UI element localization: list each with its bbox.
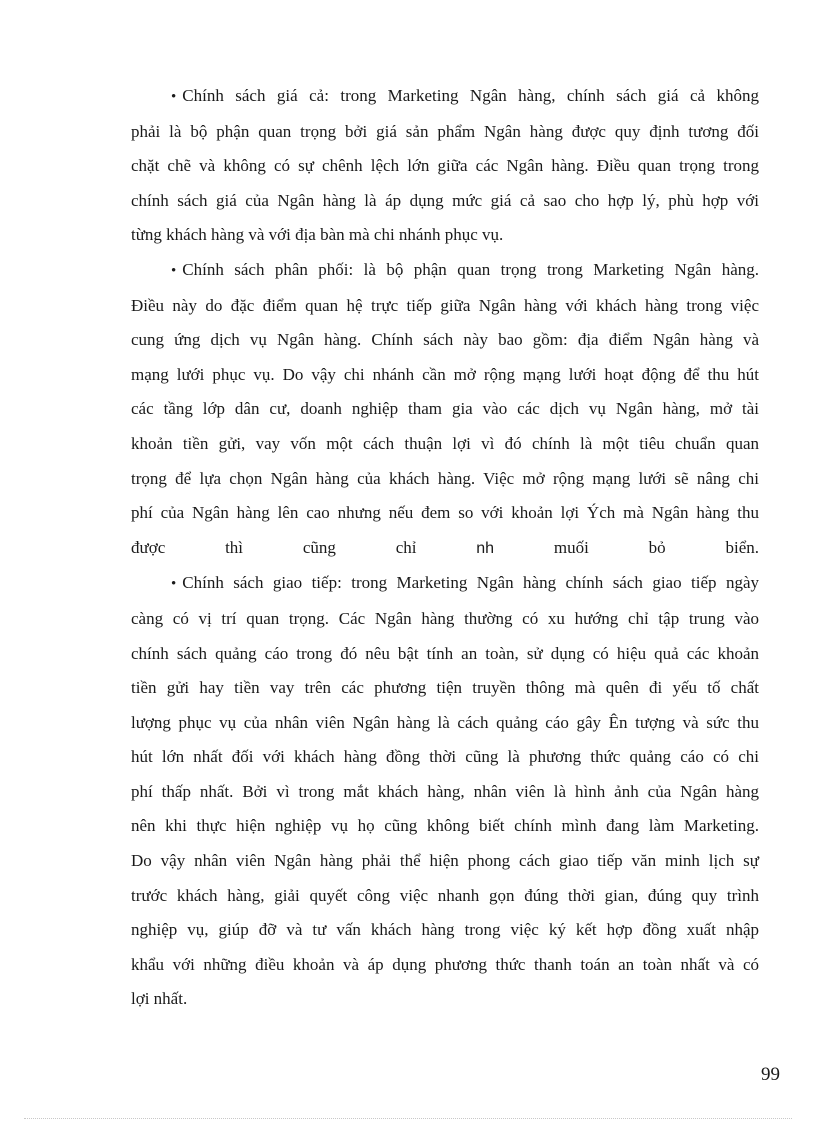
word: biển. [725, 537, 759, 557]
text-line-spread [131, 531, 759, 567]
body-text [131, 79, 759, 1017]
text-line: trọng để lựa chọn Ngân hàng của khách hàng. Việc mở rộng mạng lưới sẽ nâng chi [131, 468, 759, 488]
text-line: trước khách hàng, giải quyết công việc nhanh gọn đúng thời gian, đúng quy trình [131, 885, 759, 905]
word-font-fallback: nh [476, 539, 495, 557]
text-line-content: Chính sách giá cả: trong Marketing Ngân hàng, chính sách giá cả không [182, 86, 759, 105]
text-line: Do vậy nhân viên Ngân hàng phải thể hiện phong cách giao tiếp văn minh lịch sự [131, 851, 759, 871]
text-line: nên khi thực hiện nghiệp vụ họ cũng không biết chính mình đang làm Marketing. [131, 816, 759, 836]
text-line [131, 79, 759, 115]
text-line [131, 253, 759, 289]
bullet-icon: • [171, 262, 177, 279]
text-line: mạng lưới phục vụ. Do vậy chi nhánh cần mở rộng mạng lưới hoạt động để thu hút [131, 364, 759, 384]
text-line: khẩu với những điều khoản và áp dụng phương thức thanh toán an toàn nhất và có [131, 954, 759, 974]
word: cũng [302, 537, 336, 557]
text-line: cung ứng dịch vụ Ngân hàng. Chính sách này bao gồm: địa điểm Ngân hàng và [131, 330, 759, 350]
page-bottom-divider [24, 1118, 792, 1119]
text-line: tiền gửi hay tiền vay trên các phương tiện truyền thông mà quên đi yếu tố chất [131, 678, 759, 698]
text-line: phải là bộ phận quan trọng bởi giá sản phẩm Ngân hàng được quy định tương đối [131, 121, 759, 141]
word: được [131, 537, 166, 557]
text-line-content: Chính sách giao tiếp: trong Marketing Ngân hàng chính sách giao tiếp ngày [182, 573, 759, 593]
text-line-content: Chính sách phân phối: là bộ phận quan trọng trong Marketing Ngân hàng. [182, 259, 759, 279]
word: chỉ [395, 537, 417, 557]
text-line: lợi nhất. [131, 989, 188, 1009]
text-line [131, 566, 759, 602]
bullet-icon: • [171, 89, 177, 105]
text-line: chính sách giá của Ngân hàng là áp dụng mức giá cả sao cho hợp lý, phù hợp với [131, 190, 759, 210]
paragraph-distribution-policy [131, 253, 759, 566]
paragraph-pricing-policy [131, 79, 759, 253]
text-line: từng khách hàng và với địa bàn mà chi nhánh phục vụ. [131, 225, 504, 245]
paragraph-communication-policy [131, 566, 759, 1017]
text-line: chặt chẽ và không có sự chênh lệch lớn giữa các Ngân hàng. Điều quan trọng trong [131, 156, 759, 176]
text-line: hút lớn nhất đối với khách hàng đồng thời cũng là phương thức quảng cáo có chi [131, 747, 759, 767]
page-number: 99 [761, 1064, 780, 1085]
word: bỏ [648, 537, 666, 557]
word: thì [225, 537, 244, 557]
text-line: lượng phục vụ của nhân viên Ngân hàng là cách quảng cáo gây Ên tượng và sức thu [131, 712, 759, 732]
text-line: nghiệp vụ, giúp đỡ và tư vấn khách hàng trong việc ký kết hợp đồng xuất nhập [131, 920, 759, 940]
text-line: phí thấp nhất. Bởi vì trong mắt khách hàng, nhân viên là hình ảnh của Ngân hàng [131, 781, 759, 801]
text-line: chính sách quảng cáo trong đó nêu bật tính an toàn, sử dụng có hiệu quả các khoản [131, 643, 759, 663]
text-line: các tầng lớp dân cư, doanh nghiệp tham gia vào các dịch vụ Ngân hàng, mở tài [131, 399, 759, 419]
text-line: Điều này do đặc điểm quan hệ trực tiếp giữa Ngân hàng với khách hàng trong việc [131, 295, 759, 315]
text-line: phí của Ngân hàng lên cao nhưng nếu đem so với khoản lợi Ých mà Ngân hàng thu [131, 503, 759, 523]
text-line: càng có vị trí quan trọng. Các Ngân hàng thường có xu hướng chỉ tập trung vào [131, 608, 759, 628]
text-line: khoản tiền gửi, vay vốn một cách thuận lợi vì đó chính là một tiêu chuẩn quan [131, 433, 759, 453]
word: muối [553, 537, 589, 557]
bullet-icon: • [171, 576, 177, 593]
